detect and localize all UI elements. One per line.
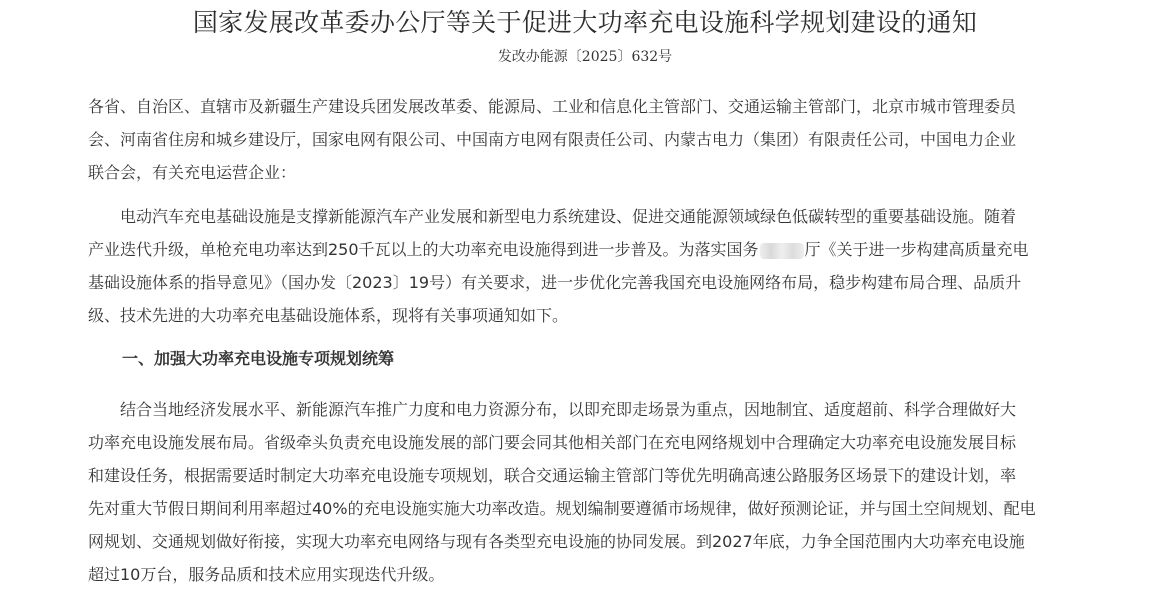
section-line: 网规划、交通规划做好衔接，实现大功率充电网络与现有各类型充电设施的协同发展。到2027年底，力争全国范围内大功率充电设施 <box>88 532 1025 551</box>
intro-paragraph <box>88 200 1088 332</box>
intro-line: 基础设施体系的指导意见》（国办发〔2023〕19号）有关要求，进一步优化完善我国充电设施网络布局，稳步构建布局合理、品质升 <box>88 273 1022 292</box>
recipients-paragraph <box>88 90 1088 189</box>
recipients-line: 各省、自治区、直辖市及新疆生产建设兵团发展改革委、能源局、工业和信息化主管部门、交通运输主管部门，北京市城市管理委员 <box>88 97 1017 116</box>
intro-line: 级、技术先进的大功率充电基础设施体系，现将有关事项通知如下。 <box>88 306 569 325</box>
intro-line-segment: 产业迭代升级，单枪充电功率达到250千瓦以上的大功率充电设施得到进一步普及。为落实国务 <box>88 240 759 259</box>
document-title: 国家发展改革委办公厅等关于促进大功率充电设施科学规划建设的通知 <box>192 8 978 37</box>
intro-line-segment: 厅《关于进一步构建高质量充电 <box>804 240 1029 259</box>
section-heading: 一、加强大功率充电设施专项规划统筹 <box>122 349 395 368</box>
section-line: 超过10万台，服务品质和技术应用实现迭代升级。 <box>88 565 445 584</box>
blurred-redaction <box>760 243 804 259</box>
recipients-line: 会、河南省住房和城乡建设厅，国家电网有限公司、中国南方电网有限责任公司、内蒙古电力（集团）有限责任公司，中国电力企业 <box>88 130 1017 149</box>
intro-line <box>88 233 1088 266</box>
section-line: 功率充电设施发展布局。省级牵头负责充电设施发展的部门要会同其他相关部门在充电网络规划中合理确定大功率充电设施发展目标 <box>88 433 1017 452</box>
section-line: 先对重大节假日期间利用率超过40%的充电设施实施大功率改造。规划编制要遵循市场规律，做好预测论证，并与国土空间规划、配电 <box>88 499 1036 518</box>
section-line: 结合当地经济发展水平、新能源汽车推广力度和电力资源分布，以即充即走场景为重点，因地制宜、适度超前、科学合理做好大 <box>88 400 1017 419</box>
recipients-line: 联合会，有关充电运营企业： <box>88 163 297 182</box>
section-line: 和建设任务，根据需要适时制定大功率充电设施专项规划，联合交通运输主管部门等优先明确高速公路服务区场景下的建设计划，率 <box>88 466 1017 485</box>
section-paragraph <box>88 393 1088 591</box>
document-number: 发改办能源〔2025〕632号 <box>497 49 673 65</box>
intro-line: 电动汽车充电基础设施是支撑新能源汽车产业发展和新型电力系统建设、促进交通能源领域绿色低碳转型的重要基础设施。随着 <box>88 207 1017 226</box>
